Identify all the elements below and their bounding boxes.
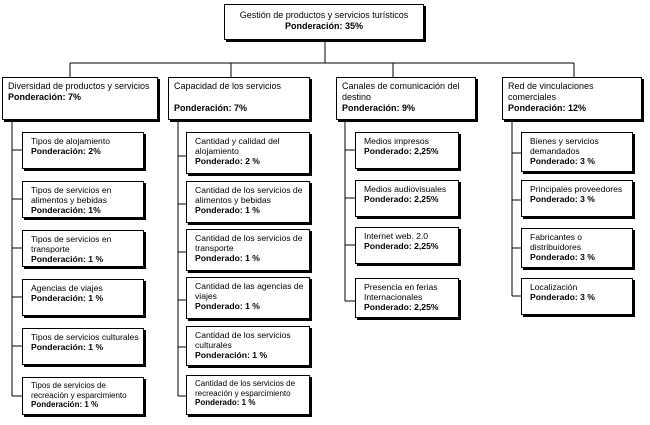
child-title: Tipos de servicios en alimentos y bebidas: [31, 185, 112, 205]
child-weight: Ponderado: 2,25%: [364, 241, 439, 251]
category-title: Canales de comunicación del destino: [342, 81, 460, 102]
child-node: [22, 230, 144, 267]
child-weight: Ponderado: 3 %: [530, 194, 595, 204]
child-title: Agencias de viajes: [31, 283, 103, 293]
child-title: Medios audiovisuales: [364, 184, 447, 194]
category-weight: Ponderación: 7%: [174, 103, 248, 113]
child-node: [186, 181, 310, 223]
child-title: Fabricantes o distribuidores: [530, 232, 583, 252]
root-node: [224, 4, 424, 40]
child-weight: Ponderado: 1 %: [195, 253, 260, 263]
child-node: [521, 228, 633, 268]
child-weight: Ponderado: 2 %: [195, 156, 260, 166]
child-weight: Ponderado: 2,25%: [364, 194, 439, 204]
child-title: Localización: [530, 282, 578, 292]
child-title: Cantidad de los servicios de alimentos y bebidas: [195, 185, 303, 205]
child-node: [186, 375, 310, 415]
child-node: [186, 229, 310, 271]
category-weight: Ponderación: 12%: [508, 103, 587, 113]
child-title: Tipos de alojamiento: [31, 136, 110, 146]
child-weight: Ponderación: 1%: [31, 205, 101, 215]
child-title: Internet web. 2.0: [364, 231, 429, 241]
child-weight: Ponderado: 2,25%: [364, 302, 439, 312]
child-title: Cantidad de los servicios de transporte: [195, 233, 303, 253]
child-weight: Ponderado: 3 %: [530, 156, 595, 166]
child-node: [355, 278, 459, 318]
category-node-capacidad: [168, 77, 310, 120]
child-node: [521, 132, 633, 172]
child-node: [22, 181, 144, 218]
child-weight: Ponderado: 2,25%: [364, 146, 439, 156]
child-node: [22, 328, 144, 365]
category-weight: Ponderación: 7%: [8, 92, 82, 102]
child-node: [186, 326, 310, 366]
child-title: Cantidad de los servicios culturales: [195, 330, 291, 350]
root-title: Gestión de productos y servicios turísticos: [239, 10, 409, 20]
child-weight: Ponderado: 3 %: [530, 252, 595, 262]
category-title: Capacidad de los servicios: [174, 81, 282, 91]
child-title: Medios impresos: [364, 136, 429, 146]
child-node: [521, 180, 633, 217]
child-title: Tipos de servicios de recreación y esparcimiento: [31, 381, 127, 400]
child-weight: Ponderado: 1 %: [195, 205, 260, 215]
child-weight: Ponderación: 1 %: [31, 400, 99, 409]
child-weight: Ponderado: 1 %: [195, 398, 256, 407]
category-node-diversidad: [2, 77, 158, 120]
child-title: Cantidad de las agencias de viajes: [195, 281, 304, 301]
category-weight: Ponderación: 9%: [342, 103, 416, 113]
child-weight: Ponderado: 3 %: [530, 292, 595, 302]
child-node: [186, 132, 310, 174]
child-node: [22, 279, 144, 316]
child-title: Tipos de servicios en transporte: [31, 234, 112, 254]
child-weight: Ponderado: 1 %: [195, 301, 260, 311]
child-title: Principales proveedores: [530, 184, 623, 194]
child-title: Cantidad y calidad del alojamiento: [195, 136, 280, 156]
root-weight: Ponderación: 35%: [284, 21, 364, 31]
child-weight: Ponderación: 1 %: [31, 254, 104, 264]
category-node-canales: [336, 77, 476, 120]
child-node: [186, 277, 310, 319]
child-node: [22, 377, 144, 415]
child-node: [355, 180, 459, 217]
category-title: Diversidad de productos y servicios: [8, 81, 150, 91]
child-weight: Ponderación: 1 %: [31, 293, 104, 303]
child-weight: Ponderación: 2%: [31, 146, 101, 156]
child-title: Tipos de servicios culturales: [31, 332, 139, 342]
child-node: [22, 132, 144, 169]
child-weight: Ponderación: 1 %: [31, 342, 104, 352]
category-title: Red de vinculaciones comerciales: [508, 81, 594, 102]
category-node-red: [502, 77, 642, 120]
child-node: [521, 278, 633, 315]
child-title: Bienes y servicios demandados: [530, 136, 599, 156]
child-node: [355, 227, 459, 264]
child-weight: Ponderación: 1 %: [195, 350, 268, 360]
child-title: Cantidad de los servicios de recreación y esparcimiento: [195, 379, 296, 398]
child-node: [355, 132, 459, 169]
child-title: Presencia en ferias Internacionales: [364, 282, 438, 302]
